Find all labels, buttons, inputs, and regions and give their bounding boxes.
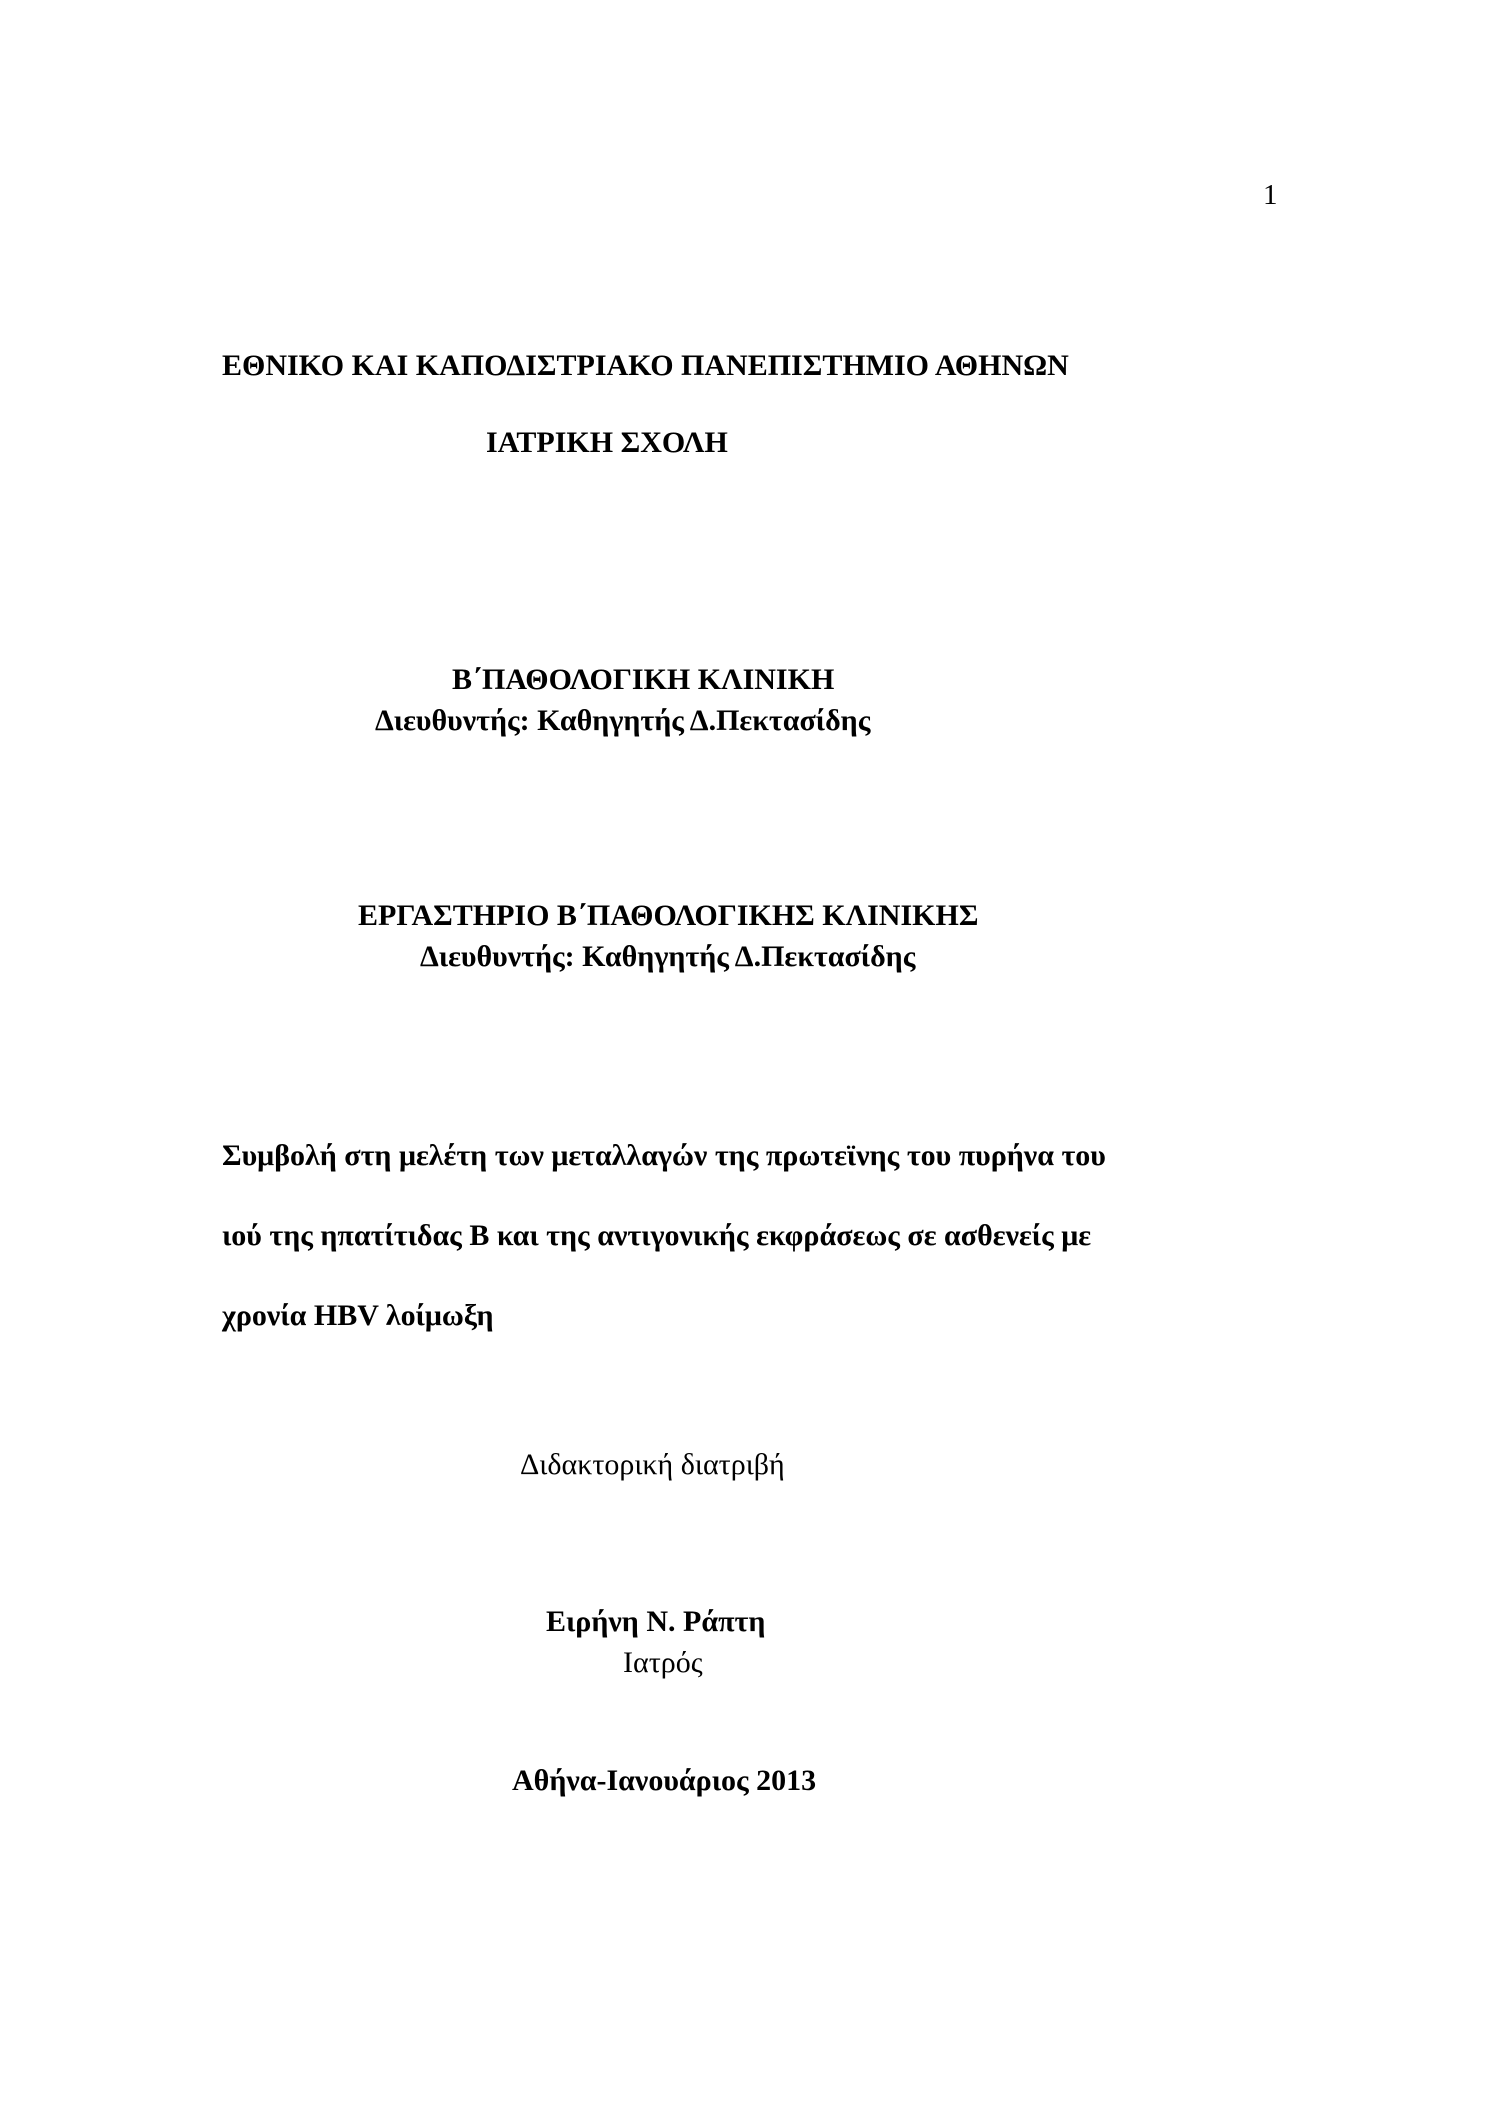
school-name: ΙΑΤΡΙΚΗ ΣΧΟΛΗ [486, 426, 728, 459]
document-type: Διδακτορική διατριβή [520, 1448, 785, 1481]
author-name: Ειρήνη Ν. Ράπτη [546, 1605, 766, 1638]
laboratory-name: ΕΡΓΑΣΤΗΡΙΟ Β΄ΠΑΘΟΛΟΓΙΚΗΣ ΚΛΙΝΙΚΗΣ [358, 899, 979, 932]
thesis-title-line-2: ιού της ηπατίτιδας Β και της αντιγονικής εκφράσεως σε ασθενείς με [222, 1219, 1092, 1252]
clinic-name: Β΄ΠΑΘΟΛΟΓΙΚΗ ΚΛΙΝΙΚΗ [452, 663, 835, 696]
thesis-title-line-1: Συμβολή στη μελέτη των μεταλλαγών της πρωτεϊνης του πυρήνα του [222, 1139, 1106, 1172]
clinic-director: Διευθυντής: Καθηγητής Δ.Πεκτασίδης [375, 704, 871, 737]
university-name: ΕΘΝΙΚΟ ΚΑΙ ΚΑΠΟΔΙΣΤΡΙΑΚΟ ΠΑΝΕΠΙΣΤΗΜΙΟ ΑΘΗΝΩΝ [222, 349, 1069, 382]
thesis-title-line-3: χρονία HBV λοίμωξη [222, 1299, 494, 1332]
laboratory-director: Διευθυντής: Καθηγητής Δ.Πεκτασίδης [420, 940, 916, 973]
page-number: 1 [1263, 179, 1278, 211]
author-profession: Ιατρός [623, 1646, 703, 1679]
place-and-date: Αθήνα-Ιανουάριος 2013 [512, 1764, 817, 1797]
